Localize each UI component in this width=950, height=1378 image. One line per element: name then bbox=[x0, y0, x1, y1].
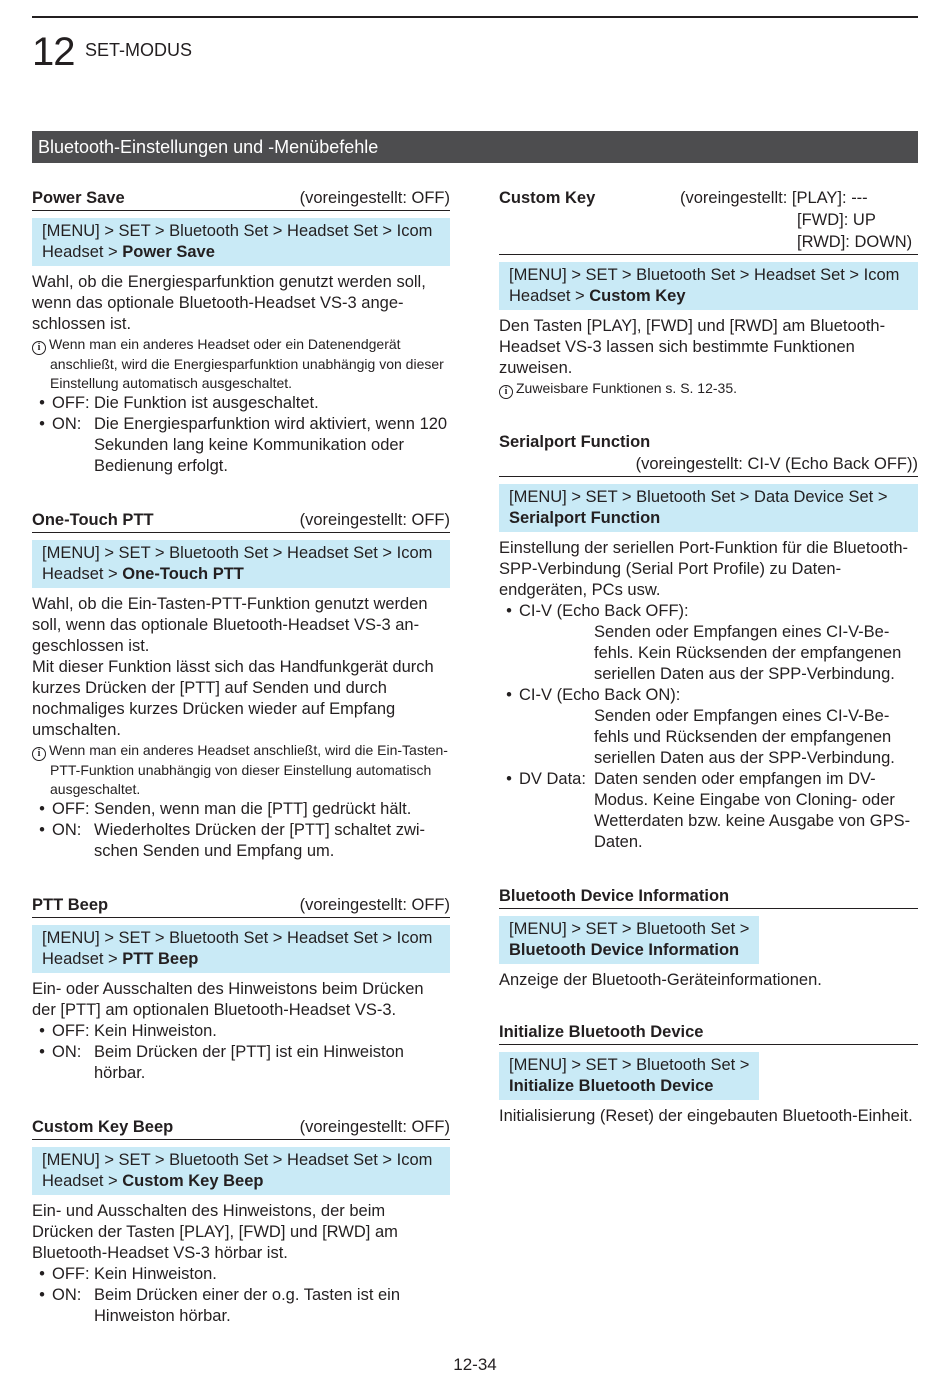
section-title: Custom Key bbox=[499, 189, 596, 207]
menu-item-name: Serialport Function bbox=[509, 509, 661, 527]
section-title: Serialport Function bbox=[499, 433, 651, 451]
option-label: CI-V (Echo Back OFF): bbox=[519, 602, 689, 620]
left-column bbox=[32, 187, 450, 1357]
description: Anzeige der Bluetooth-Geräteinformationen. bbox=[499, 971, 822, 989]
option-item bbox=[32, 799, 450, 820]
chapter-title: SET-MODUS bbox=[84, 40, 192, 60]
option-item bbox=[32, 1042, 450, 1084]
option-item bbox=[32, 414, 450, 477]
banner-title: Bluetooth-Einstellungen und -Menübefehle bbox=[38, 137, 379, 157]
section-heading bbox=[32, 187, 450, 211]
option-text: Die Funktion ist ausgeschaltet. bbox=[94, 394, 319, 412]
menu-item-name: Power Save bbox=[122, 243, 215, 261]
bullet-icon: • bbox=[39, 415, 45, 433]
menu-path-box bbox=[499, 262, 918, 310]
menu-path: [MENU] > SET > Bluetooth Set > Headset Set > Icom Headset > bbox=[42, 1151, 433, 1190]
option-list bbox=[32, 799, 450, 862]
option-list bbox=[32, 393, 450, 477]
menu-path-box bbox=[32, 1147, 450, 1195]
menu-item-name: Initialize Bluetooth Device bbox=[509, 1077, 714, 1095]
description: Wahl, ob die Ein-Tasten-PTT-Funktion genutzt werden soll, wenn das optionale Bluetooth-Headset VS-3 angeschlossen ist. bbox=[32, 595, 428, 655]
info-icon: i bbox=[499, 385, 513, 399]
menu-path: [MENU] > SET > Bluetooth Set > Headset Set > Icom Headset > bbox=[509, 266, 900, 305]
page-header bbox=[32, 30, 192, 74]
note-text: Wenn man ein anderes Headset anschließt, wird die Ein-Tasten-PTT-Funktion unabhängig von dieser Einstellung automatisch ausgeschaltet. bbox=[49, 742, 448, 797]
option-item bbox=[499, 685, 918, 769]
right-column bbox=[499, 187, 918, 1157]
description-2: Mit dieser Funktion lässt sich das Handfunkgerät durch kurzes Drücken der [PTT] auf Senden und durch nochmaliges kurzes Drücken wieder auf Empfang umschalten. bbox=[32, 658, 434, 739]
menu-path: [MENU] > SET > Bluetooth Set > Data Device Set > bbox=[509, 488, 888, 506]
description: Einstellung der seriellen Port-Funktion für die Bluetooth-SPP-Verbindung (Serial Port Profile) zu Datenendgeräten, PCs usw. bbox=[499, 539, 909, 599]
option-item bbox=[32, 1285, 450, 1327]
note bbox=[32, 741, 450, 799]
option-item bbox=[32, 393, 450, 414]
section-custom-key bbox=[499, 187, 918, 399]
option-label: ON: bbox=[52, 821, 82, 839]
option-item bbox=[32, 1021, 450, 1042]
option-list bbox=[32, 1021, 450, 1084]
description: Ein- und Ausschalten des Hinweistons, der beim Drücken der Tasten [PLAY], [FWD] und [RWD] am Bluetooth-Headset VS-3 hörbar ist. bbox=[32, 1202, 398, 1262]
option-label: ON: bbox=[52, 1043, 82, 1061]
section-heading bbox=[32, 509, 450, 533]
note-text: Wenn man ein anderes Headset oder ein Datenendgerät anschließt, wird die Energiesparfunktion unabhängig von dieser Einstellung automatisch ausgeschaltet. bbox=[49, 336, 444, 391]
section-serialport-function bbox=[499, 431, 918, 853]
section-banner bbox=[32, 131, 918, 163]
option-text: Daten senden oder empfangen im DV-Modus. Keine Eingabe von Cloning- oder Wetterdaten bzw. keine Ausgabe von GPS-Daten. bbox=[594, 770, 911, 851]
chapter-number: 12 bbox=[32, 30, 75, 74]
section-title: PTT Beep bbox=[32, 896, 109, 914]
menu-path-box bbox=[499, 484, 918, 532]
bullet-icon: • bbox=[39, 394, 45, 412]
option-list bbox=[499, 601, 918, 853]
menu-path: [MENU] > SET > Bluetooth Set > Headset Set > Icom Headset > bbox=[42, 929, 433, 968]
option-item bbox=[32, 1264, 450, 1285]
menu-path-box bbox=[499, 916, 759, 964]
section-heading bbox=[32, 1116, 450, 1140]
section-title: Initialize Bluetooth Device bbox=[499, 1023, 704, 1041]
bullet-icon: • bbox=[506, 602, 512, 620]
menu-path-box bbox=[32, 218, 450, 266]
option-item bbox=[499, 601, 918, 685]
menu-path-box bbox=[32, 925, 450, 973]
option-text: Die Energiesparfunktion wird aktiviert, wenn 120 Sekunden lang keine Kommunikation oder Bedienung erfolgt. bbox=[94, 415, 448, 475]
option-label: OFF: bbox=[52, 1265, 90, 1283]
option-label: OFF: bbox=[52, 800, 90, 818]
menu-item-name: Custom Key Beep bbox=[122, 1172, 264, 1190]
page-number: 12-34 bbox=[453, 1355, 497, 1374]
menu-item-name: One-Touch PTT bbox=[122, 565, 244, 583]
section-heading bbox=[32, 894, 450, 918]
menu-path-box bbox=[32, 540, 450, 588]
default-value: (voreingestellt: OFF) bbox=[299, 896, 450, 914]
section-custom-key-beep bbox=[32, 1116, 450, 1327]
section-bluetooth-device-information bbox=[499, 885, 918, 991]
default-value bbox=[680, 187, 918, 253]
bullet-icon: • bbox=[39, 1286, 45, 1304]
note bbox=[499, 379, 918, 399]
top-rule bbox=[32, 16, 918, 18]
section-title: Power Save bbox=[32, 189, 125, 207]
option-label: OFF: bbox=[52, 1022, 90, 1040]
option-label: ON: bbox=[52, 415, 82, 433]
default-line: [FWD]: UP bbox=[797, 211, 876, 229]
option-text: Senden oder Empfangen eines CI-V-Befehls. Kein Rücksenden der empfangenen seriellen Daten aus der SPP-Verbindung. bbox=[594, 623, 902, 683]
bullet-icon: • bbox=[506, 686, 512, 704]
default-value: (voreingestellt: OFF) bbox=[299, 1118, 450, 1136]
menu-path: [MENU] > SET > Bluetooth Set > Headset Set > Icom Headset > bbox=[42, 544, 433, 583]
note-text: Zuweisbare Funktionen s. S. 12-35. bbox=[516, 380, 738, 396]
info-icon: i bbox=[32, 341, 46, 355]
option-label: OFF: bbox=[52, 394, 90, 412]
default-value: (voreingestellt: OFF) bbox=[299, 511, 450, 529]
bullet-icon: • bbox=[39, 821, 45, 839]
description: Initialisierung (Reset) der eingebauten Bluetooth-Einheit. bbox=[499, 1107, 913, 1125]
description: Wahl, ob die Energiesparfunktion genutzt werden soll, wenn das optionale Bluetooth-Headset VS-3 angeschlossen ist. bbox=[32, 273, 426, 333]
option-label: CI-V (Echo Back ON): bbox=[519, 686, 681, 704]
description: Ein- oder Ausschalten des Hinweistons beim Drücken der [PTT] am optionalen Bluetooth-Headset VS-3. bbox=[32, 980, 424, 1019]
description: Den Tasten [PLAY], [FWD] und [RWD] am Bluetooth-Headset VS-3 lassen sich bestimmte Funktionen zuweisen. bbox=[499, 317, 886, 377]
bullet-icon: • bbox=[39, 1043, 45, 1061]
option-text: Wiederholtes Drücken der [PTT] schaltet zwischen Senden und Empfang um. bbox=[94, 821, 426, 860]
option-item bbox=[499, 769, 918, 853]
section-heading bbox=[499, 885, 918, 909]
option-item bbox=[32, 820, 450, 862]
menu-item-name: Bluetooth Device Information bbox=[509, 941, 740, 959]
section-ptt-beep bbox=[32, 894, 450, 1084]
option-label: DV Data: bbox=[519, 770, 586, 788]
section-power-save bbox=[32, 187, 450, 477]
note bbox=[32, 335, 450, 393]
bullet-icon: • bbox=[39, 800, 45, 818]
option-label: ON: bbox=[52, 1286, 82, 1304]
default-value: (voreingestellt: CI-V (Echo Back OFF)) bbox=[635, 455, 918, 473]
section-initialize-bluetooth-device bbox=[499, 1021, 918, 1127]
default-line: [RWD]: DOWN) bbox=[797, 233, 913, 251]
option-text: Kein Hinweiston. bbox=[94, 1265, 217, 1283]
section-title: One-Touch PTT bbox=[32, 511, 154, 529]
menu-path: [MENU] > SET > Bluetooth Set > Headset Set > Icom Headset > bbox=[42, 222, 433, 261]
option-text: Beim Drücken einer der o.g. Tasten ist ein Hinweiston hörbar. bbox=[94, 1286, 401, 1325]
option-text: Kein Hinweiston. bbox=[94, 1022, 217, 1040]
default-line: (voreingestellt: [PLAY]: --- bbox=[680, 189, 868, 207]
section-heading bbox=[499, 431, 918, 477]
menu-path-box bbox=[499, 1052, 759, 1100]
option-text: Beim Drücken der [PTT] ist ein Hinweiston hörbar. bbox=[94, 1043, 404, 1082]
section-heading bbox=[499, 187, 918, 255]
section-heading bbox=[499, 1021, 918, 1045]
option-text: Senden oder Empfangen eines CI-V-Befehls und Rücksenden der empfangenen seriellen Daten aus der SPP-Verbindung. bbox=[594, 707, 895, 767]
section-title: Custom Key Beep bbox=[32, 1118, 174, 1136]
option-list bbox=[32, 1264, 450, 1327]
section-one-touch-ptt bbox=[32, 509, 450, 862]
menu-item-name: Custom Key bbox=[589, 287, 686, 305]
menu-path: [MENU] > SET > Bluetooth Set > bbox=[509, 920, 750, 938]
option-text: Senden, wenn man die [PTT] gedrückt hält. bbox=[94, 800, 412, 818]
menu-item-name: PTT Beep bbox=[122, 950, 199, 968]
default-value: (voreingestellt: OFF) bbox=[299, 189, 450, 207]
bullet-icon: • bbox=[39, 1022, 45, 1040]
bullet-icon: • bbox=[506, 770, 512, 788]
bullet-icon: • bbox=[39, 1265, 45, 1283]
menu-path: [MENU] > SET > Bluetooth Set > bbox=[509, 1056, 750, 1074]
info-icon: i bbox=[32, 747, 46, 761]
section-title: Bluetooth Device Information bbox=[499, 887, 730, 905]
